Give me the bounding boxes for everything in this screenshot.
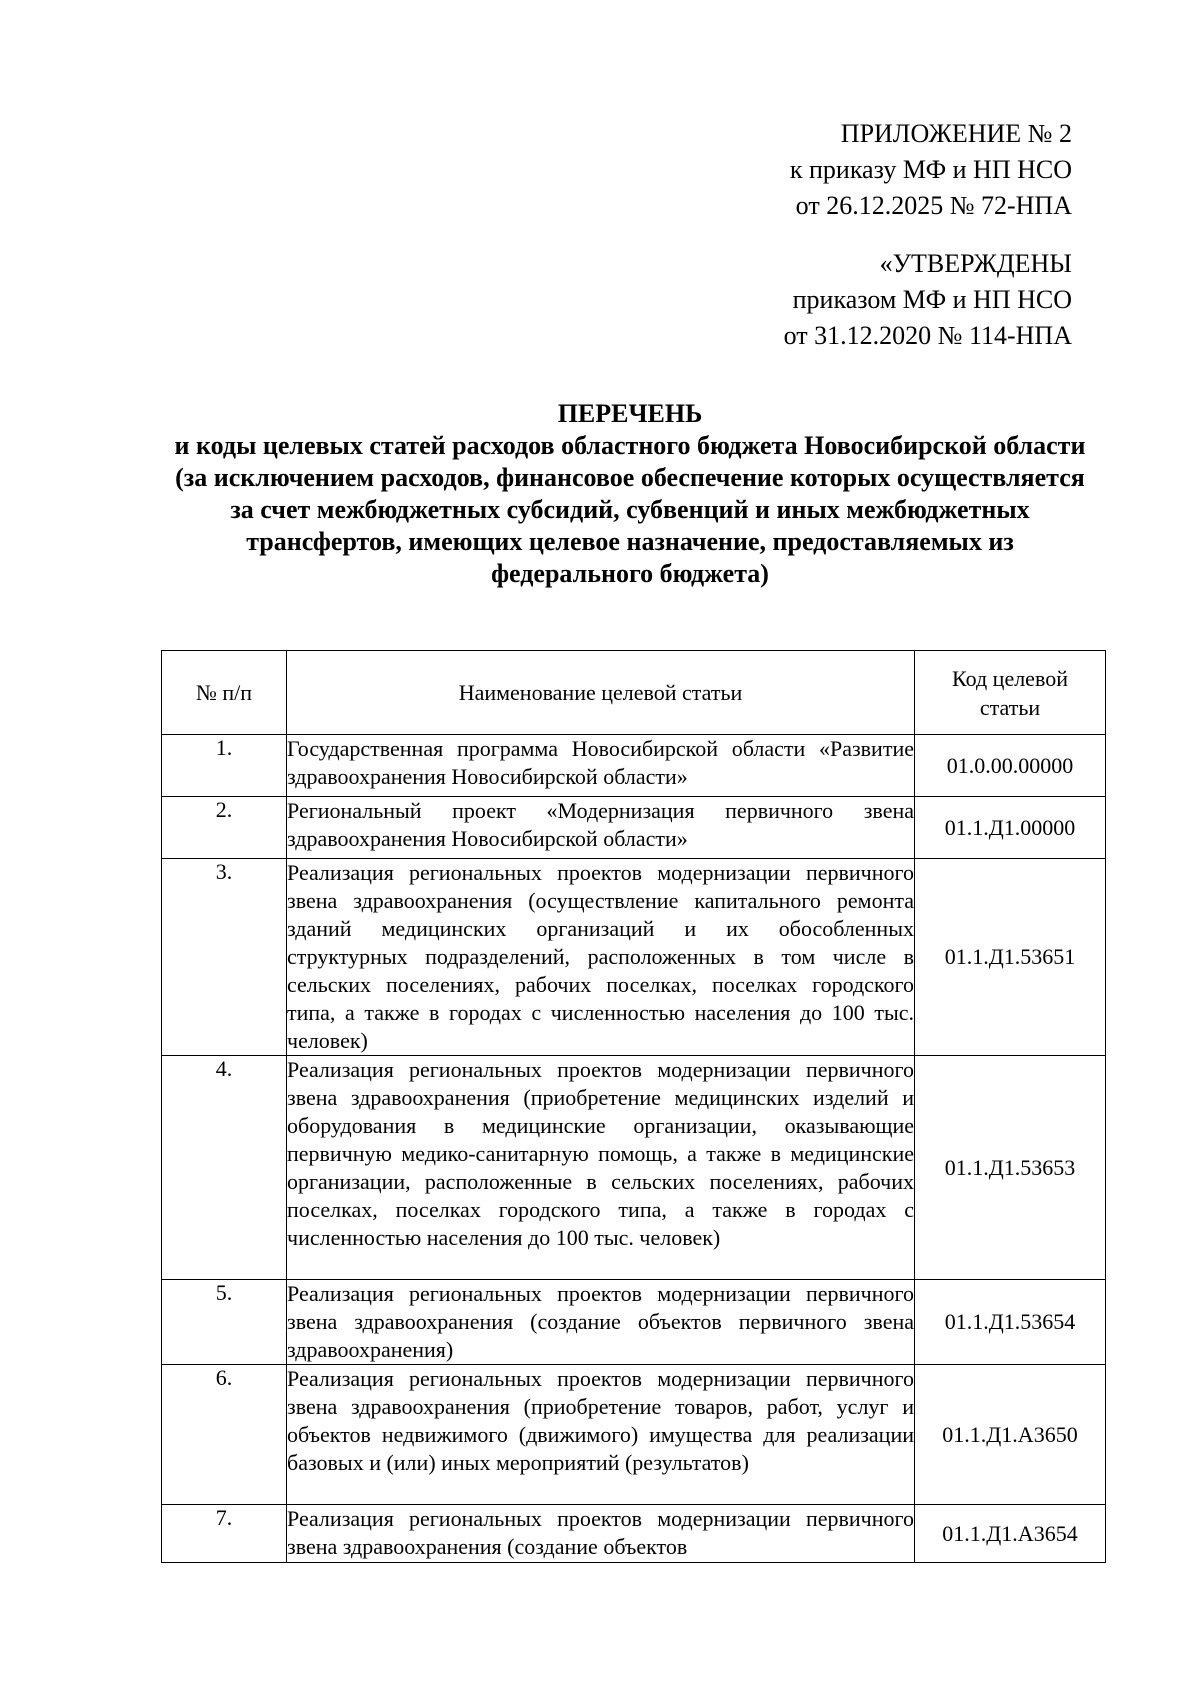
row-code: 01.0.00.00000 (915, 735, 1106, 797)
header-name: Наименование целевой статьи (287, 651, 915, 735)
header-number: № п/п (162, 651, 287, 735)
row-name: Государственная программа Новосибирской области «Развитие здравоохранения Новосибирской области» (287, 735, 915, 797)
row-number: 2. (162, 797, 287, 859)
table-row (162, 1056, 1106, 1280)
title-line: за счет межбюджетных субсидий, субвенций и иных межбюджетных (230, 495, 1030, 524)
row-code: 01.1.Д1.53651 (915, 859, 1106, 1056)
row-name: Реализация региональных проектов модернизации первичного звена здравоохранения (приобретение медицинских изделий и оборудования в медицинские организации, оказывающие первичную медико-санитарную помощь, а также в медицинские организации, расположенные в сельских поселениях, рабочих поселках, поселках городского типа, а также в городах с численностью населения до 100 тыс. человек) (287, 1056, 915, 1280)
approval-order-date: от 31.12.2020 № 114-НПА (783, 321, 1072, 350)
row-code: 01.1.Д1.А3654 (915, 1505, 1106, 1563)
row-code: 01.1.Д1.53654 (915, 1280, 1106, 1365)
approval-label: «УТВЕРЖДЕНЫ (879, 249, 1072, 278)
appendix-header (790, 116, 1072, 224)
table-row (162, 1505, 1106, 1563)
table-row (162, 1365, 1106, 1505)
table-row (162, 735, 1106, 797)
row-name: Реализация региональных проектов модернизации первичного звена здравоохранения (создание объектов первичного звена здравоохранения) (287, 1280, 915, 1365)
row-number: 4. (162, 1056, 287, 1280)
table-row (162, 797, 1106, 859)
row-name: Реализация региональных проектов модернизации первичного звена здравоохранения (осуществление капитального ремонта зданий медицинских организаций и их обособленных структурных подразделений, расположенных в том числе в сельских поселениях, рабочих поселках, поселках городского типа, а также в городах с численностью населения до 100 тыс. человек) (287, 859, 915, 1056)
row-name: Реализация региональных проектов модернизации первичного звена здравоохранения (приобретение товаров, работ, услуг и объектов недвижимого (движимого) имущества для реализации базовых и (или) иных мероприятий (результатов) (287, 1365, 915, 1505)
approval-header (784, 246, 1072, 354)
row-name: Реализация региональных проектов модернизации первичного звена здравоохранения (создание объектов (287, 1505, 915, 1563)
approval-order-ref: приказом МФ и НП НСО (792, 285, 1072, 314)
row-code: 01.1.Д1.00000 (915, 797, 1106, 859)
target-articles-table (161, 650, 1106, 1563)
row-name: Региональный проект «Модернизация первичного звена здравоохранения Новосибирской области» (287, 797, 915, 859)
row-number: 3. (162, 859, 287, 1056)
table-header-row (162, 651, 1106, 735)
appendix-number: ПРИЛОЖЕНИЕ № 2 (840, 119, 1072, 148)
appendix-order-date: от 26.12.2025 № 72-НПА (795, 191, 1072, 220)
title-line: трансфертов, имеющих целевое назначение, предоставляемых из (246, 527, 1014, 556)
row-code: 01.1.Д1.53653 (915, 1056, 1106, 1280)
title-line: (за исключением расходов, финансовое обеспечение которых осуществляется (175, 463, 1085, 492)
appendix-order-ref: к приказу МФ и НП НСО (789, 155, 1072, 184)
row-number: 1. (162, 735, 287, 797)
row-code: 01.1.Д1.А3650 (915, 1365, 1106, 1505)
title-line: федерального бюджета) (491, 559, 769, 588)
row-number: 7. (162, 1505, 287, 1563)
row-number: 6. (162, 1365, 287, 1505)
row-number: 5. (162, 1280, 287, 1365)
title-line: и коды целевых статей расходов областного бюджета Новосибирской области (174, 431, 1086, 460)
title-heading: ПЕРЕЧЕНЬ (557, 399, 703, 428)
header-code: Код целевой статьи (915, 651, 1106, 735)
document-title (130, 398, 1130, 590)
table-row (162, 1280, 1106, 1365)
table-row (162, 859, 1106, 1056)
